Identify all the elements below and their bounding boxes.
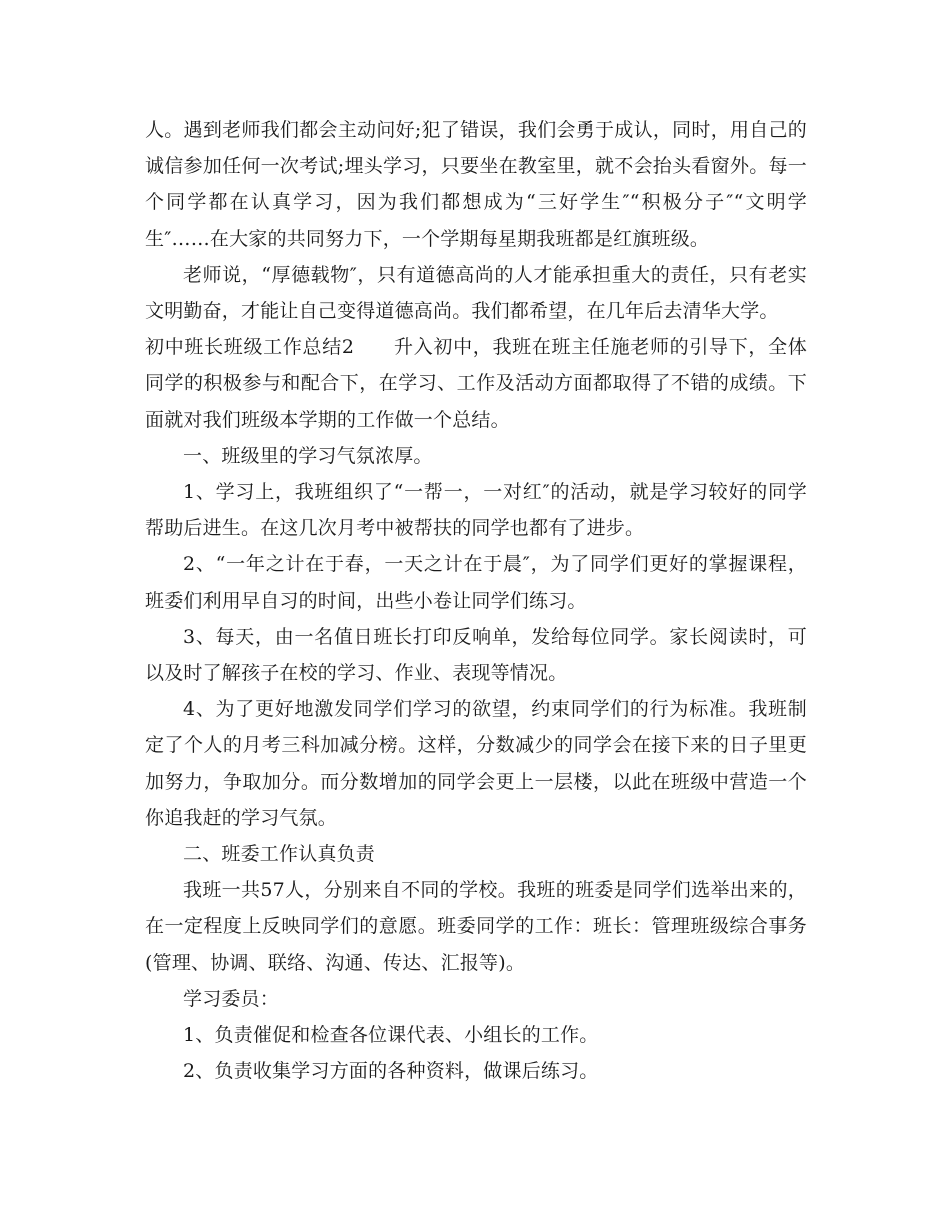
paragraph-committee-duties: 我班一共57人，分别来自不同的学校。我班的班委是同学们选举出来的，在一定程度上反映同学们的意愿。班委同学的工作：班长：管理班级综合事务(管理、协调、联络、沟通、传达、汇报等)。 xyxy=(145,879,807,974)
paragraph-teacher-quote: 老师说，“厚德载物″，只有道德高尚的人才能承担重大的责任，只有老实文明勤奋，才能让自己变得道德高尚。我们都希望，在几年后去清华大学。 xyxy=(145,263,807,323)
list-item-commissioner-1: 1、负责催促和检查各位课代表、小组长的工作。 xyxy=(183,1024,599,1047)
paragraph-class-honor: 人。遇到老师我们都会主动问好;犯了错误，我们会勇于成认，同时，用自己的诚信参加任何一次考试;埋头学习，只要坐在教室里，就不会抬头看窗外。每一个同学都在认真学习，因为我们都想成为“三好学生″“积极分子″“文明学生″……在大家的共同努力下，一个学期每星期我班都是红旗班级。 xyxy=(145,119,807,250)
list-item-commissioner-2: 2、负责收集学习方面的各种资料，做课后练习。 xyxy=(183,1060,599,1083)
document-body xyxy=(145,112,807,1089)
paragraph-summary-2-intro: 初中班长班级工作总结2 升入初中，我班在班主任施老师的引导下，全体同学的积极参与和配合下，在学习、工作及活动方面都取得了不错的成绩。下面就对我们班级本学期的工作做一个总结。 xyxy=(145,336,807,431)
list-item-study-4: 4、为了更好地激发同学们学习的欲望，约束同学们的行为标准。我班制定了个人的月考三科加减分榜。这样，分数减少的同学会在接下来的日子里更加努力，争取加分。而分数增加的同学会更上一层楼，以此在班级中营造一个你追我赶的学习气氛。 xyxy=(145,698,807,829)
section-heading-study-atmosphere: 一、班级里的学习气氛浓厚。 xyxy=(183,444,433,467)
list-item-study-2: 2、“一年之计在于春，一天之计在于晨″，为了同学们更好的掌握课程，班委们利用早自习的时间，出些小卷让同学们练习。 xyxy=(145,553,807,612)
list-item-study-1: 1、学习上，我班组织了“一帮一，一对红″的活动，就是学习较好的同学帮助后进生。在这几次月考中被帮扶的同学也都有了进步。 xyxy=(145,481,807,540)
subheading-study-commissioner: 学习委员： xyxy=(183,987,280,1010)
section-heading-committee: 二、班委工作认真负责 xyxy=(183,843,376,866)
list-item-study-3: 3、每天，由一名值日班长打印反响单，发给每位同学。家长阅读时，可以及时了解孩子在校的学习、作业、表现等情况。 xyxy=(145,625,807,685)
